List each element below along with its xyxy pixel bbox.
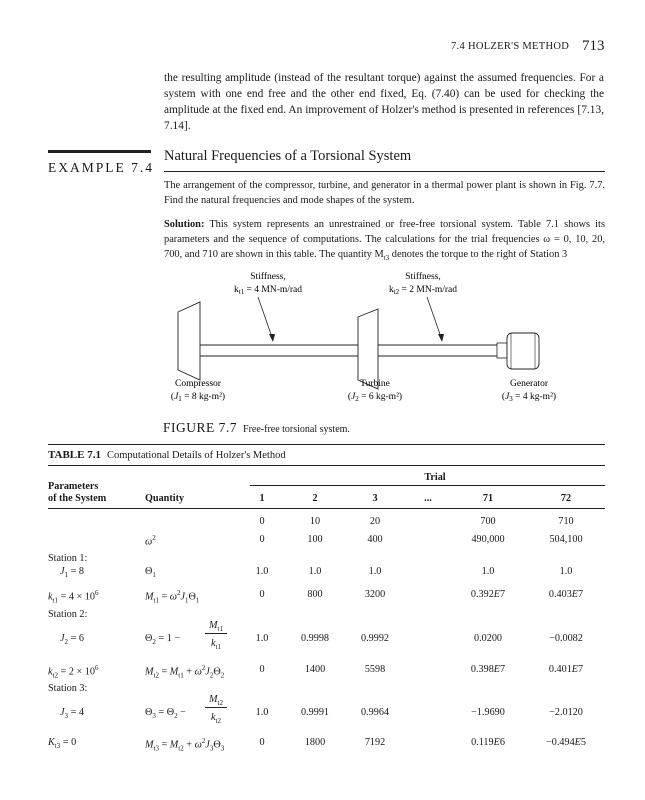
figure-caption-label: FIGURE 7.7: [163, 420, 238, 435]
example-title-rule: [164, 171, 605, 172]
table-cell-omega: 0: [259, 516, 265, 527]
generator-coupling: [497, 343, 507, 358]
kt1-label: $k_{t1} = 4 \times 10^6$: [48, 589, 99, 605]
table-cell-theta1: 1.0: [559, 566, 573, 577]
mt1-label: $M_{t1} = \omega^2J_1\Theta_1$: [145, 589, 200, 605]
trial-rule: [250, 485, 605, 486]
table-cell-mt1: 0.392E7: [470, 589, 506, 600]
trial-number: 1: [259, 493, 265, 504]
j1-label: $J_1 = 8$: [60, 566, 84, 580]
omega-sq-label: $\omega^2$: [145, 534, 156, 548]
table-title: [48, 449, 286, 461]
table-cell-theta1: 1.0: [255, 566, 269, 577]
example-title: Natural Frequencies of a Torsional System: [164, 148, 412, 164]
generator-inertia: ($J_3 = 4$ kg-m²): [501, 392, 557, 403]
table-cell-omega: 20: [369, 516, 381, 527]
table-cell-theta1: 1.0: [481, 566, 495, 577]
figure-caption-text: Free-free torsional system.: [243, 424, 350, 435]
station2-label: Station 2:: [48, 609, 88, 620]
table-cell-mt3: −0.494E5: [546, 737, 586, 748]
example-rule: [48, 150, 151, 153]
table-cell-omega-sq: 400: [367, 534, 383, 545]
table-cell-theta3: −2.0120: [549, 707, 583, 718]
example-label: EXAMPLE 7.4: [48, 160, 154, 175]
trial-number: 3: [372, 493, 378, 504]
station3-label: Station 3:: [48, 683, 88, 694]
turbine-inertia: ($J_2 = 6$ kg-m²): [347, 392, 403, 403]
table-cell-omega: 710: [558, 516, 574, 527]
table-cell-theta3: 0.9964: [360, 707, 389, 718]
table-cell-omega-sq: 504,100: [549, 534, 583, 545]
table-cell-theta3: 1.0: [255, 707, 269, 718]
table-cell-mt1: 3200: [364, 589, 386, 600]
kt3-label: $K_{t3} = 0$: [48, 737, 77, 751]
table-cell-mt1: 800: [307, 589, 323, 600]
mt2-label: $M_{t2} = M_{t1} + \omega^2J_2\Theta_2$: [145, 664, 225, 680]
trial-number: 72: [560, 493, 572, 504]
figure-torsional-system: [140, 262, 610, 417]
col-header-quantity: Quantity: [145, 493, 185, 504]
table-cell-theta3: 0.9991: [300, 707, 329, 718]
j2-label: $J_2 = 6$: [60, 633, 84, 647]
generator-body: [507, 333, 539, 369]
header-bottom-rule: [48, 508, 605, 509]
stiffness2-value: $k_{t2} = 2$ MN-m/rad: [388, 285, 458, 296]
trial-number: 2: [312, 493, 318, 504]
table-label: TABLE 7.1: [48, 449, 101, 461]
stiffness2-title: Stiffness,: [405, 272, 441, 282]
trial-header: Trial: [424, 472, 446, 483]
example-statement: The arrangement of the compressor, turbine, and generator in a thermal power plant is shown in Fig. 7.7. Find the natural frequencies and mode shapes of the system.: [164, 180, 605, 206]
trial-number: 71: [482, 493, 494, 504]
table-cell-theta3: −1.9690: [471, 707, 505, 718]
table-cell-mt2: 5598: [364, 664, 386, 675]
stiffness1-arrow: [258, 297, 273, 340]
compressor-body: [178, 302, 200, 380]
table-cell-mt2: 1400: [304, 664, 326, 675]
generator-label: Generator: [510, 379, 548, 389]
turbine-label: Turbine: [360, 379, 390, 389]
theta1-label: $\Theta_1$: [145, 566, 156, 580]
table-cell-mt2: 0: [259, 664, 265, 675]
turbine-body: [358, 309, 378, 389]
table-cell-omega-sq: 100: [307, 534, 323, 545]
stiffness1-title: Stiffness,: [250, 272, 286, 282]
col-header-param2: of the System: [48, 493, 107, 504]
station1-label: Station 1:: [48, 553, 88, 564]
col-header-param: Parameters: [48, 481, 99, 492]
table-title-text: Computational Details of Holzer's Method: [106, 450, 286, 461]
table-cell-omega-sq: 0: [259, 534, 265, 545]
running-header: 7.4 HOLZER'S METHOD: [451, 41, 570, 52]
table-cell-mt1: 0: [259, 589, 265, 600]
table-cell-mt3: 0: [259, 737, 265, 748]
table-cell-omega-sq: 490,000: [471, 534, 505, 545]
solution-subscript: t3: [383, 254, 390, 263]
table-cell-omega: 700: [480, 516, 496, 527]
table-title-rule: [48, 465, 605, 466]
intro-paragraph: the resulting amplitude (instead of the resultant torque) against the assumed frequencies. For a system with one end free and the other end fixed, Eq. (7.40) can be used for checking the amplitude at the fixed end. An improvement of Holzer's method is presented in references [7.13, 7.14].: [164, 72, 604, 132]
page-number: 713: [582, 38, 605, 54]
solution-label: Solution:: [164, 219, 205, 230]
table-cell-theta2: 1.0: [255, 633, 269, 644]
table-cell-theta2: −0.0082: [549, 633, 583, 644]
table-cell-theta2: 0.0200: [473, 633, 502, 644]
solution-tail: denotes the torque to the right of Station 3: [389, 249, 568, 260]
trial-number: ...: [424, 493, 432, 504]
mt3-label: $M_{t3} = M_{t2} + \omega^2J_3\Theta_3$: [145, 737, 225, 753]
table-cell-theta2: 0.9992: [360, 633, 389, 644]
table-cell-mt1: 0.403E7: [548, 589, 584, 600]
table-cell-mt3: 0.119E6: [471, 737, 505, 748]
stiffness2-arrow: [427, 297, 442, 340]
table-cell-mt2: 0.398E7: [470, 664, 506, 675]
table-cell-mt3: 7192: [364, 737, 386, 748]
table-cell-mt2: 0.401E7: [548, 664, 584, 675]
table-cell-theta2: 0.9998: [300, 633, 329, 644]
table-cell-mt3: 1800: [304, 737, 326, 748]
example-solution: [164, 217, 605, 266]
solution-text: This system represents an unrestrained or free-free torsional system. Table 7.1 shows its parameters and the sequence of computations. The calculations for the trial frequencies ω = 0, 10, 20, 700, and 710 are shown in this table. The quantity M: [164, 219, 605, 260]
compressor-inertia: ($J_1 = 8$ kg-m²): [170, 392, 226, 403]
kt2-label: $k_{t2} = 2 \times 10^6$: [48, 664, 99, 680]
table-cell-theta1: 1.0: [368, 566, 382, 577]
table-cell-omega: 10: [309, 516, 321, 527]
table-top-rule: [48, 444, 605, 445]
table-cell-theta1: 1.0: [308, 566, 322, 577]
j3-label: $J_3 = 4$: [60, 707, 84, 721]
stiffness1-value: $k_{t1} = 4$ MN-m/rad: [233, 285, 303, 296]
compressor-label: Compressor: [175, 379, 221, 389]
figure-caption: [163, 420, 350, 436]
